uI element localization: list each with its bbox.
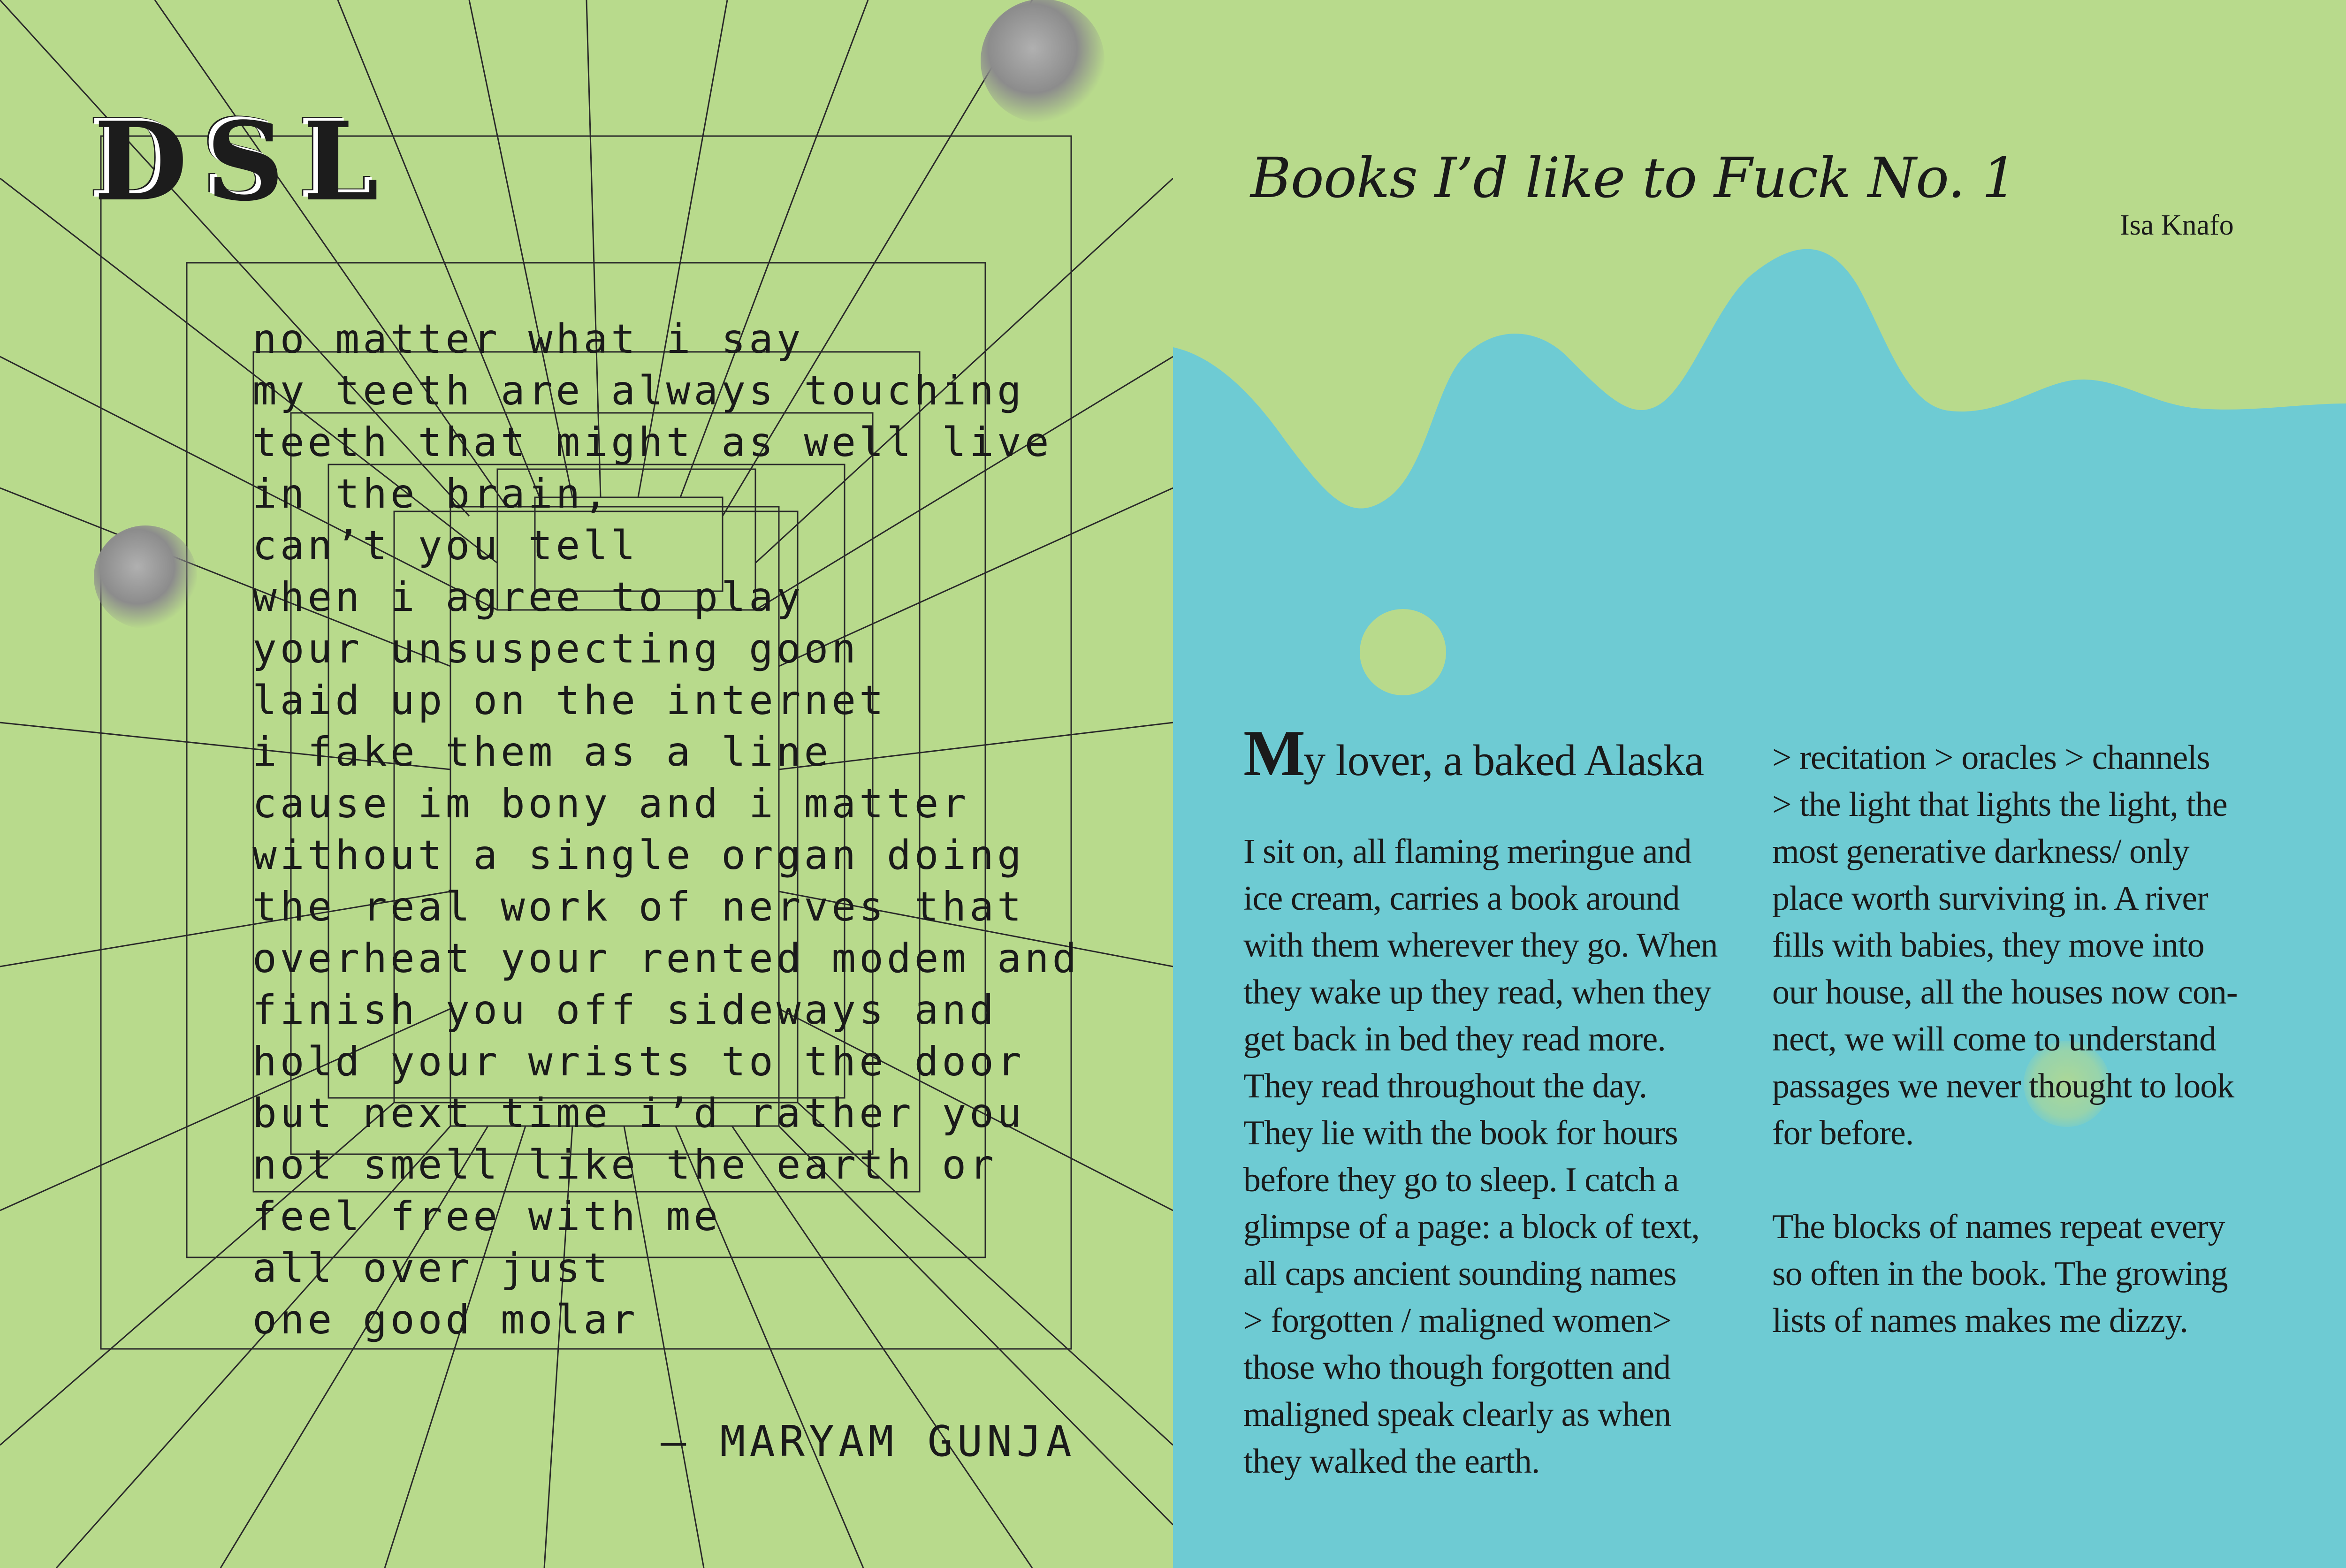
body-line: lists of names makes me dizzy. — [1772, 1302, 2188, 1340]
body-line: > recitation > oracles > channels — [1772, 738, 2210, 777]
right-page — [1173, 0, 2346, 1568]
poem-line: when i agree to play — [252, 574, 804, 621]
body-line: passages we never thought to look — [1772, 1067, 2234, 1105]
poem-author: — MARYAM GUNJA — [661, 1417, 1076, 1466]
body-line: maligned speak clearly as when — [1243, 1395, 1671, 1434]
body-line: for before. — [1772, 1114, 1914, 1152]
poem-line: cause im bony and i matter — [252, 780, 970, 827]
body-line: get back in bed they read more. — [1243, 1020, 1666, 1058]
poem-line: my teeth are always touching — [252, 367, 1025, 414]
green-dot — [1360, 609, 1446, 695]
poem-line: the real work of nerves that — [252, 883, 1025, 930]
poem-line: hold your wrists to the door — [252, 1038, 1025, 1085]
poem-line: all over just — [252, 1245, 611, 1292]
body-line: fills with babies, they move into — [1772, 926, 2204, 965]
dsl-logo: DSL — [94, 99, 398, 225]
body-line: I sit on, all flaming meringue and — [1243, 832, 1691, 871]
body-line: > forgotten / maligned women> — [1243, 1302, 1672, 1340]
body-line: > the light that lights the light, the — [1772, 785, 2227, 824]
heading-dropcap: M — [1243, 717, 1304, 790]
body-line: glimpse of a page: a block of text, — [1243, 1208, 1699, 1246]
poem-line: but next time i’d rather you — [252, 1090, 1025, 1137]
body-line: They lie with the book for hours — [1243, 1114, 1678, 1152]
poem-line: overheat your rented modem and — [252, 935, 1080, 982]
body-line: ice cream, carries a book around — [1243, 879, 1680, 918]
poem-line: one good molar — [252, 1296, 639, 1343]
body-line: so often in the book. The growing — [1772, 1255, 2228, 1293]
body-line: they walked the earth. — [1243, 1442, 1540, 1481]
body-line: place worth surviving in. A river — [1772, 879, 2208, 918]
poem-line: your unsuspecting goon — [252, 625, 860, 672]
poem-line: i fake them as a line — [252, 729, 832, 776]
poem-line: can’t you tell — [252, 522, 639, 569]
poem-line: not smell like the earth or — [252, 1142, 997, 1188]
body-line: They read throughout the day. — [1243, 1067, 1647, 1105]
poem-line: teeth that might as well live — [252, 419, 1052, 466]
heading-text: y lover, a baked Alaska — [1303, 736, 1704, 785]
body-line: The blocks of names repeat every — [1772, 1208, 2225, 1246]
body-line: nect, we will come to understand — [1772, 1020, 2217, 1058]
body-line: they wake up they read, when they — [1243, 973, 1711, 1012]
section-heading — [1243, 715, 1704, 791]
poem-line: in the brain, — [252, 471, 611, 518]
gray-sphere-left — [94, 525, 197, 629]
poem-line: laid up on the internet — [252, 677, 887, 724]
article-author: Isa Knafo — [2120, 209, 2234, 241]
body-line: our house, all the houses now con- — [1772, 973, 2238, 1012]
poem-line: without a single organ doing — [252, 832, 1025, 879]
poem — [252, 313, 1080, 1346]
body-column-2 — [1772, 734, 2279, 1344]
body-line: before they go to sleep. I catch a — [1243, 1161, 1679, 1199]
paragraph-gap — [1772, 1157, 2279, 1203]
body-line: those who though forgotten and — [1243, 1348, 1670, 1387]
body-column-1 — [1243, 828, 1736, 1485]
poem-line: feel free with me — [252, 1193, 722, 1240]
poem-line: finish you off sideways and — [252, 987, 997, 1034]
body-line: with them wherever they go. When — [1243, 926, 1718, 965]
poem-line: no matter what i say — [252, 316, 804, 363]
body-line: most generative darkness/ only — [1772, 832, 2189, 871]
gray-sphere-top — [981, 0, 1104, 123]
body-line: all caps ancient sounding names — [1243, 1255, 1676, 1293]
article-title: Books I’d like to Fuck No. 1 — [1250, 145, 2017, 210]
